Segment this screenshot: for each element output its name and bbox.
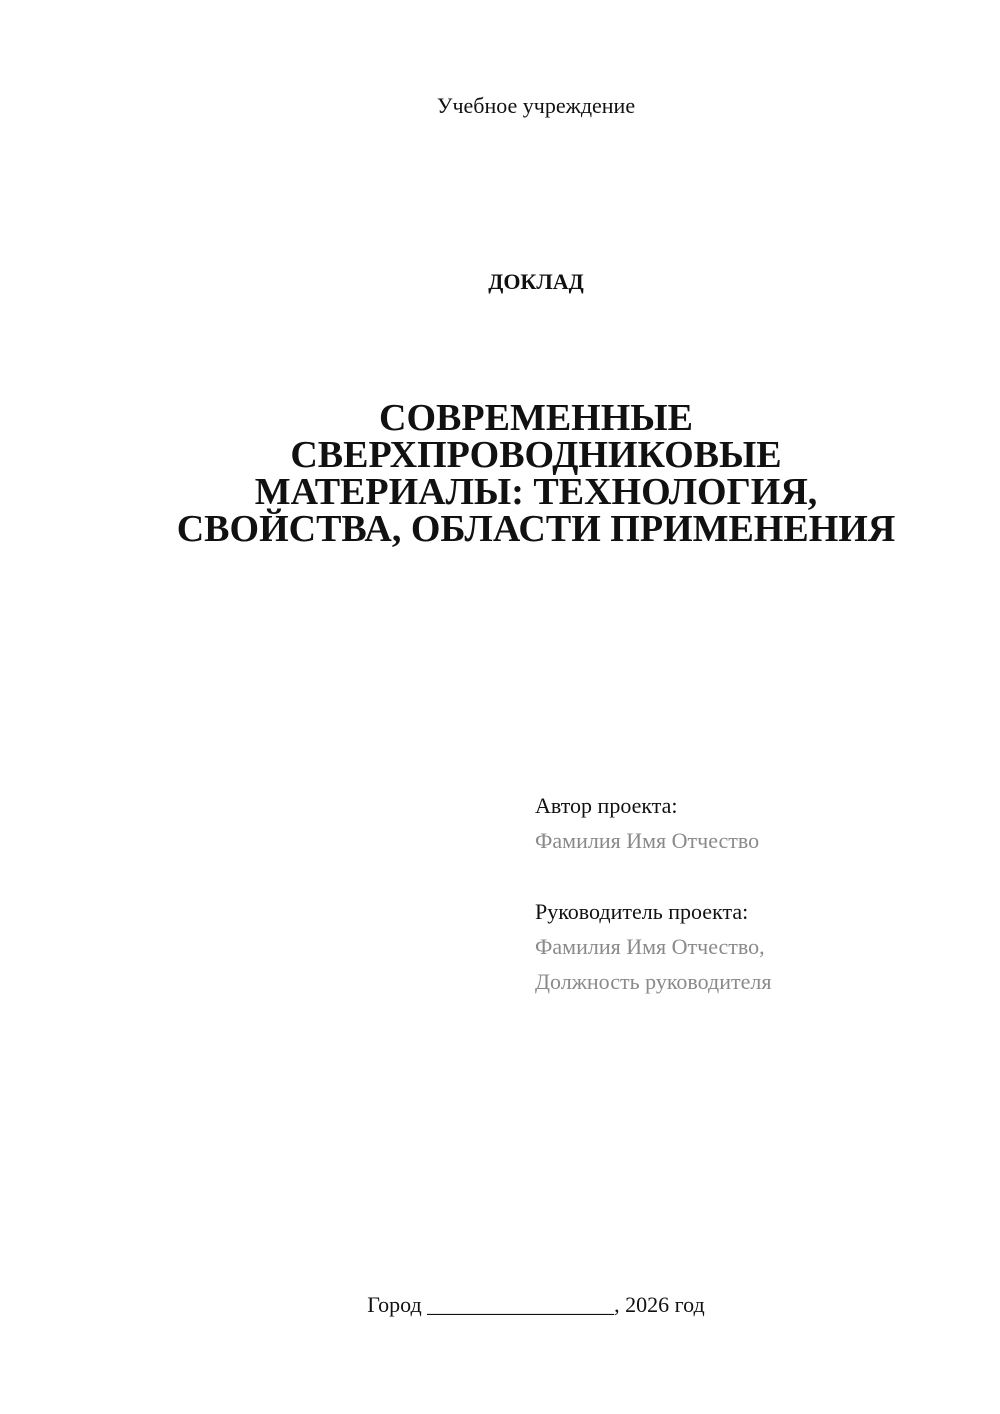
title-line: СВЕРХПРОВОДНИКОВЫЕ (290, 434, 782, 476)
supervisor-name-placeholder: Фамилия Имя Отчество, (535, 934, 765, 959)
author-name-placeholder: Фамилия Имя Отчество (535, 828, 760, 853)
project-people-block (535, 788, 955, 999)
institution-name: Учебное учреждение (436, 93, 636, 118)
supervisor-position-placeholder: Должность руководителя (535, 969, 772, 994)
author-label: Автор проекта: (535, 793, 678, 818)
spacer (535, 858, 955, 894)
title-line: СВОЙСТВА, ОБЛАСТИ ПРИМЕНЕНИЯ (176, 508, 896, 550)
city-year-line: Город _________________, 2026 год (367, 1292, 705, 1317)
title-line: МАТЕРИАЛЫ: ТЕХНОЛОГИЯ, (254, 471, 818, 513)
title-line: СОВРЕМЕННЫЕ (379, 397, 693, 439)
report-title (130, 397, 942, 550)
supervisor-label: Руководитель проекта: (535, 899, 749, 924)
document-type: ДОКЛАД (488, 269, 584, 294)
